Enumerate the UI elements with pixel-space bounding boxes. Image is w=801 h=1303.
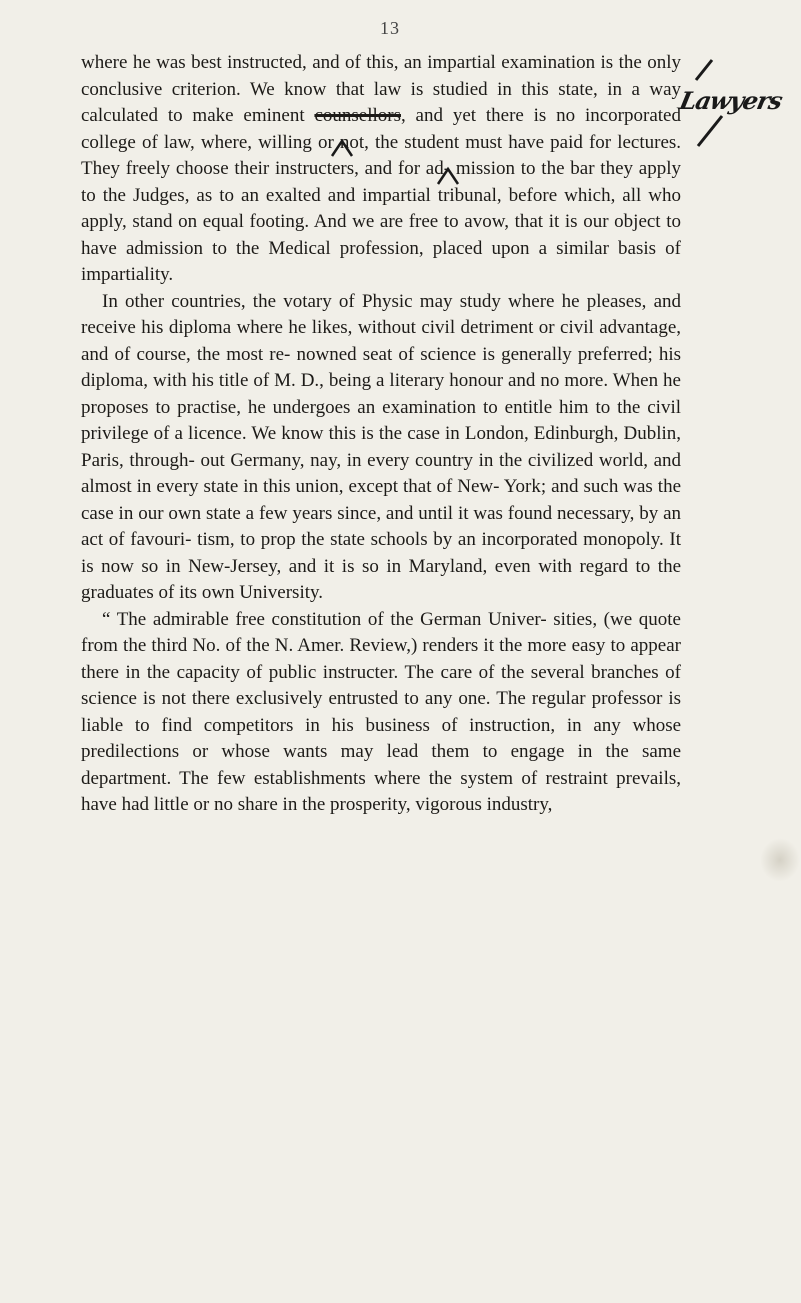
- page-number: 13: [380, 18, 400, 38]
- line: he pleases, and receive his diploma where he likes, without: [81, 290, 682, 338]
- line: civil detriment or civil advantage, and of course, the most re-: [81, 317, 682, 365]
- struck-word: counsellors: [314, 105, 401, 126]
- line: this is the case in London, Edinburgh, Dublin, Paris, through-: [81, 423, 682, 471]
- line: science is not there exclusively entrusted to any one. The: [81, 688, 526, 709]
- insertion-caret-icon: [436, 166, 460, 186]
- line: with regard to the graduates of its own University.: [81, 555, 681, 603]
- line: In other countries, the votary of Physic may study where: [102, 290, 555, 312]
- line: When he proposes to practise, he undergoes an examination: [81, 370, 681, 418]
- line: since, and until it was found necessary, by an act of favouri-: [81, 502, 681, 550]
- line: similar basis of impartiality.: [81, 237, 681, 285]
- line: sities, (we quote from the third No. of the N. Amer. Review,): [81, 608, 681, 656]
- paper-stain: [760, 838, 800, 882]
- line: to entitle him to the civil privilege of a licence. We know: [81, 396, 682, 444]
- line: of instruction, in any whose predilections or whose wants may: [81, 714, 682, 762]
- line: public instructer. The care of the several branches of: [268, 661, 682, 683]
- paragraph-2: [81, 289, 681, 607]
- line: It is now so in New-Jersey, and it is so in Maryland, even: [81, 529, 682, 577]
- line: where he was best instructed, and of this, an impartial: [81, 52, 496, 73]
- margin-word: Lawyers: [676, 86, 785, 115]
- slash-stroke-bottom: [698, 116, 722, 146]
- line: and impartial tribunal, before which, all who apply, stand on: [81, 184, 682, 232]
- line: eminent counsellors, and yet there is no incorporated college: [81, 105, 681, 153]
- line: mission to the bar they apply to the Judges, as to an exalted: [81, 158, 681, 206]
- paragraph-1: [81, 50, 681, 289]
- line: had little or no share in the prosperity, vigorous industry,: [121, 794, 553, 815]
- line: York; and such was the case in our own state a few years: [81, 476, 681, 524]
- line: with his title of M. D., being a literary honour and no more.: [152, 370, 609, 391]
- insertion-caret-icon: [330, 138, 354, 158]
- line: out Germany, nay, in every country in the civilized world,: [200, 449, 648, 471]
- line: examination is the only conclusive criterion. We know: [81, 52, 681, 100]
- line: establishments where the system of restraint prevails, have: [81, 767, 682, 815]
- handwritten-margin-note: [676, 58, 801, 148]
- line: renders it the more easy to appear there in the capacity of: [81, 635, 681, 683]
- line: lead them to engage in the same department. The few: [81, 741, 681, 789]
- line: regular professor is liable to find competitors in his business: [81, 688, 681, 736]
- slash-stroke-top: [696, 60, 712, 80]
- line: equal footing. And we are free to avow, that it is our object: [202, 211, 661, 232]
- line: tism, to prop the state schools by an incorporated monopoly.: [197, 529, 664, 550]
- line: lectures. They freely choose their instructers, and for ad-: [81, 131, 682, 179]
- line: of law, where, willing or not, the student must have paid for: [141, 131, 612, 153]
- paragraph-3: [81, 607, 681, 819]
- line: and almost in every state in this union, except that of New-: [81, 449, 682, 497]
- body-text: [81, 50, 681, 819]
- line: that law is studied in this state, in a way calculated to make: [81, 78, 682, 126]
- line: “ The admirable free constitution of the German Univer-: [102, 608, 547, 630]
- line: to have admission to the Medical profession, placed upon a: [81, 211, 682, 259]
- line: nowned seat of science is generally preferred; his diploma,: [81, 343, 682, 391]
